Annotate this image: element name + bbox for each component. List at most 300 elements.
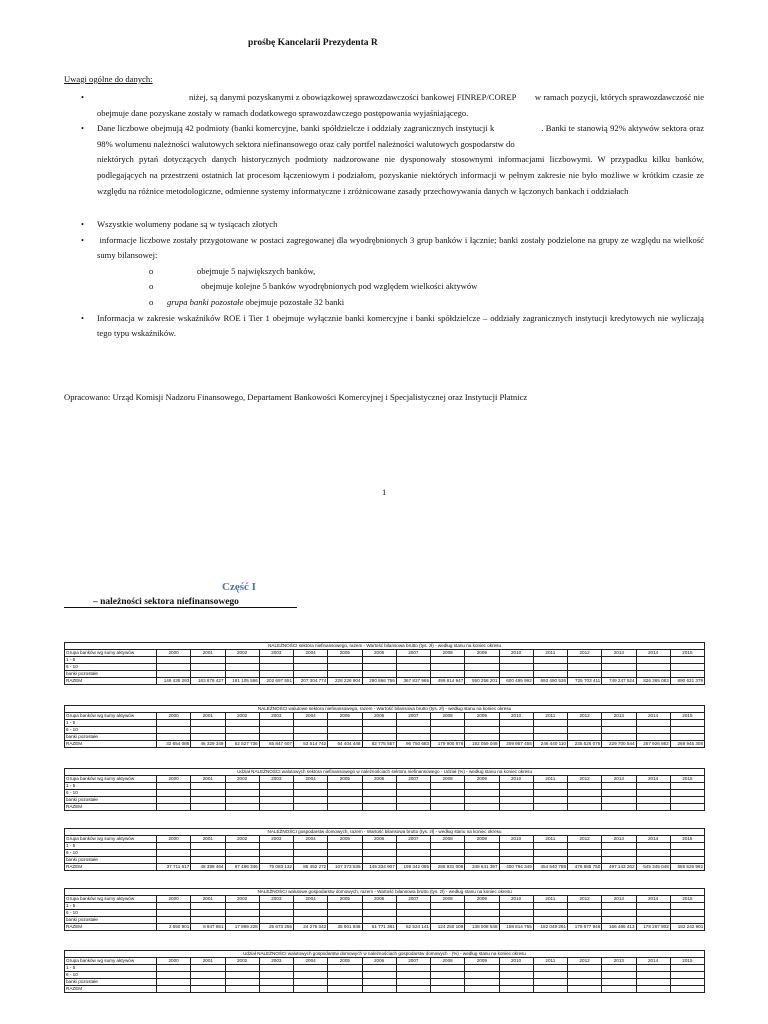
- row-label: 1 - 5: [65, 843, 157, 850]
- table-cell: [362, 903, 396, 910]
- table-cell: [636, 734, 670, 741]
- year-header: 2001: [191, 713, 225, 720]
- table-cell: [499, 657, 533, 664]
- table-cell: [259, 657, 293, 664]
- table-cell: [499, 986, 533, 993]
- table-title: Udział NALEŻNOŚCI walutowych gospodarstw domowych w należnościach gospodarstw domowych - (%) - według stanu na koniec okresu: [65, 951, 705, 958]
- table-cell: [670, 657, 704, 664]
- table-cell: [362, 664, 396, 671]
- data-table: [64, 705, 705, 748]
- table-cell: [465, 903, 499, 910]
- row-label: banki pozostałe: [65, 671, 157, 678]
- table-cell: [259, 783, 293, 790]
- table-cell: 228 226 904: [328, 678, 362, 685]
- table-cell: [328, 903, 362, 910]
- table-cell: [362, 797, 396, 804]
- table-cell: [362, 671, 396, 678]
- table-cell: 202 697 551: [259, 678, 293, 685]
- row-label: 6 - 10: [65, 790, 157, 797]
- table-cell: [191, 903, 225, 910]
- table-cell: 2 650 901: [157, 924, 191, 931]
- table-cell: [670, 671, 704, 678]
- table-cell: [568, 843, 602, 850]
- year-header: 2000: [157, 836, 191, 843]
- table-cell: [533, 986, 567, 993]
- table-cell: [328, 857, 362, 864]
- row-label: RAZEM: [65, 864, 157, 871]
- table-cell: 400 794 349: [499, 864, 533, 871]
- table-cell: [602, 857, 636, 864]
- table-row: [65, 986, 705, 993]
- year-header: 2003: [259, 776, 293, 783]
- table-cell: [533, 727, 567, 734]
- table-row: [65, 924, 705, 931]
- sub-item: o obejmuje 5 największych banków,: [149, 265, 316, 276]
- year-header: 2001: [191, 896, 225, 903]
- table-cell: [225, 917, 259, 924]
- table-cell: 454 540 788: [533, 864, 567, 871]
- table-cell: [328, 804, 362, 811]
- table-cell: [533, 671, 567, 678]
- table-cell: [602, 783, 636, 790]
- year-header: 2012: [568, 958, 602, 965]
- table-cell: [670, 727, 704, 734]
- row-label: banki pozostałe: [65, 857, 157, 864]
- table-cell: [602, 917, 636, 924]
- table-cell: [568, 734, 602, 741]
- table-row: [65, 720, 705, 727]
- table-row: [65, 864, 705, 871]
- table-cell: [568, 671, 602, 678]
- table-cell: [533, 843, 567, 850]
- table-cell: [533, 903, 567, 910]
- table-row: [65, 972, 705, 979]
- table-cell: [328, 843, 362, 850]
- table-cell: [328, 965, 362, 972]
- table-cell: [670, 797, 704, 804]
- row-label: RAZEM: [65, 678, 157, 685]
- table-row: [65, 671, 705, 678]
- table-title: NALEŻNOŚCI walutowe sektora niefinansowego, razem - Wartość bilansowa brutto (tys. zł) - według stanu na koniec okresu: [65, 706, 705, 713]
- table-cell: 176 677 946: [568, 924, 602, 931]
- table-cell: [431, 657, 465, 664]
- table-row: [65, 804, 705, 811]
- row-label: 1 - 5: [65, 783, 157, 790]
- table-cell: [225, 979, 259, 986]
- table-cell: 65 847 607: [259, 741, 293, 748]
- table-cell: [191, 917, 225, 924]
- table-cell: 207 304 774: [294, 678, 328, 685]
- table-cell: [568, 657, 602, 664]
- year-header: 2015: [670, 650, 704, 657]
- table-cell: 182 049 261: [533, 924, 567, 931]
- table-cell: [225, 783, 259, 790]
- table-cell: [533, 979, 567, 986]
- year-header: 2000: [157, 896, 191, 903]
- table-cell: [362, 986, 396, 993]
- table-cell: [533, 797, 567, 804]
- sub-list: [97, 264, 704, 311]
- table-cell: 182 242 901: [670, 924, 705, 931]
- table-cell: [157, 720, 191, 727]
- table-cell: [259, 903, 293, 910]
- year-header: 2002: [225, 958, 259, 965]
- table-cell: [328, 783, 362, 790]
- year-header: 2002: [225, 713, 259, 720]
- year-header: 2001: [191, 836, 225, 843]
- table-row: [65, 664, 705, 671]
- table-cell: 8 947 851: [191, 924, 225, 931]
- table-cell: [157, 671, 191, 678]
- table-cell: [533, 790, 567, 797]
- table-cell: [157, 979, 191, 986]
- table-row: [65, 741, 705, 748]
- table-cell: 600 495 992: [499, 678, 533, 685]
- table-cell: [362, 790, 396, 797]
- note-item: • Dane liczbowe obejmują 42 podmioty (banki komercyjne, banki spółdzielcze i oddziały zagranicznych instytucji k . Banki te stanowią 92% aktywów sektora oraz 98% wolumenu należności walutowych sektora niefinansowego oraz cały portfel należności walutowych gospodarstw do niektórych pytań dotyczących danych historycznych podmioty nadzorowane nie dysponowały stosownymi informacjami liczbowymi. W przypadku kilku banków, podlegających na przestrzeni ostatnich lat procesom łączeniowym i podziałom, pozyskanie niektórych informacji w pełnym zakresie nie było możliwe w krótkim czasie ze względu na różnice metodologiczne, odmienne systemy informatyczne i zróżnicowane zasady przechowywania danych w łączonych bankach i oddziałach: [81, 123, 705, 196]
- table-cell: [225, 797, 259, 804]
- year-header: 2007: [396, 958, 430, 965]
- table-cell: [259, 804, 293, 811]
- table-cell: [533, 783, 567, 790]
- table-cell: [602, 797, 636, 804]
- table-cell: [259, 857, 293, 864]
- year-header: 2004: [294, 776, 328, 783]
- year-header: 2005: [328, 776, 362, 783]
- year-header: 2011: [533, 896, 567, 903]
- year-header: 2011: [533, 958, 567, 965]
- table-cell: [191, 790, 225, 797]
- table-cell: [602, 972, 636, 979]
- table-cell: 725 703 411: [568, 678, 602, 685]
- table-cell: [568, 720, 602, 727]
- table-row: [65, 657, 705, 664]
- data-table: [64, 950, 705, 993]
- year-header: 2008: [431, 713, 465, 720]
- table-cell: [431, 804, 465, 811]
- year-header: 2004: [294, 896, 328, 903]
- table-cell: [157, 917, 191, 924]
- table-row: [65, 979, 705, 986]
- table-cell: [191, 986, 225, 993]
- row-label: 1 - 5: [65, 657, 157, 664]
- table-cell: [259, 671, 293, 678]
- table-cell: [362, 843, 396, 850]
- row-label: banki pozostałe: [65, 734, 157, 741]
- table-cell: [294, 850, 328, 857]
- table-cell: [568, 986, 602, 993]
- table-cell: [191, 857, 225, 864]
- table-cell: 229 700 544: [602, 741, 636, 748]
- table-cell: 107 373 535: [328, 864, 362, 871]
- year-header: 2005: [328, 650, 362, 657]
- year-header: 2003: [259, 896, 293, 903]
- table-cell: [396, 843, 430, 850]
- table-cell: 545 345 048: [636, 864, 670, 871]
- table-cell: [465, 790, 499, 797]
- year-header: 2012: [568, 650, 602, 657]
- table-cell: [396, 857, 430, 864]
- table-cell: [533, 720, 567, 727]
- table-cell: [294, 734, 328, 741]
- table-cell: [396, 972, 430, 979]
- table-cell: [636, 850, 670, 857]
- note-item: • Informacja w zakresie wskaźników ROE i Tier 1 obejmuje wyłącznie banki komercyjne i banki spółdzielcze – oddziały zagranicznych instytucji kredytowych nie wyliczają tego typu wskaźników.: [81, 312, 704, 339]
- table-cell: [499, 965, 533, 972]
- table-cell: 62 524 141: [396, 924, 430, 931]
- table-cell: [157, 797, 191, 804]
- year-header: 2009: [465, 836, 499, 843]
- table-cell: [225, 720, 259, 727]
- table-cell: [670, 720, 704, 727]
- table-cell: [431, 857, 465, 864]
- table-cell: 166 486 413: [602, 924, 636, 931]
- row-header: Grupa banków wg sumy aktywów: [65, 713, 157, 720]
- table-cell: [636, 903, 670, 910]
- row-header: Grupa banków wg sumy aktywów: [65, 896, 157, 903]
- table-cell: [294, 917, 328, 924]
- table-cell: [362, 917, 396, 924]
- table-cell: [499, 804, 533, 811]
- table-cell: [568, 797, 602, 804]
- table-cell: [499, 903, 533, 910]
- table-cell: [431, 979, 465, 986]
- year-header: 2004: [294, 713, 328, 720]
- table-cell: [670, 986, 704, 993]
- year-header: 2002: [225, 836, 259, 843]
- table-row: [65, 734, 705, 741]
- table-cell: [328, 657, 362, 664]
- row-label: banki pozostałe: [65, 797, 157, 804]
- table-cell: [431, 986, 465, 993]
- table-cell: [670, 857, 704, 864]
- table-cell: [294, 797, 328, 804]
- table-cell: [396, 917, 430, 924]
- table-cell: [259, 843, 293, 850]
- table-cell: [499, 917, 533, 924]
- table-cell: [431, 720, 465, 727]
- year-header: 2008: [431, 836, 465, 843]
- row-label: 6 - 10: [65, 910, 157, 917]
- table-cell: [294, 857, 328, 864]
- year-header: 2012: [568, 776, 602, 783]
- note-item: • niżej, są danymi pozyskanymi z obowiązkowej sprawozdawczości bankowej FINREP/COREP w ramach pozycji, których sprawozdawczość nie obejmuje dane pozyskane zostały w ramach dodatkowego sprawozdawczego postępowania wyjaśniającego.: [81, 92, 705, 118]
- table-cell: [191, 657, 225, 664]
- table-cell: [533, 657, 567, 664]
- table-row: [65, 857, 705, 864]
- table-cell: [670, 664, 704, 671]
- table-cell: [670, 843, 704, 850]
- year-header: 2010: [499, 776, 533, 783]
- table-cell: 124 250 109: [431, 924, 465, 931]
- table-cell: [191, 734, 225, 741]
- year-header: 2000: [157, 650, 191, 657]
- table-cell: [670, 917, 705, 924]
- table-cell: [362, 720, 396, 727]
- table-cell: [225, 727, 259, 734]
- table-cell: 46 329 349: [191, 741, 225, 748]
- table-cell: [636, 783, 670, 790]
- table-cell: [602, 671, 636, 678]
- table-cell: [294, 671, 328, 678]
- year-header: 2006: [362, 958, 396, 965]
- table-cell: [499, 850, 533, 857]
- table-cell: [157, 790, 191, 797]
- row-header: Grupa banków wg sumy aktywów: [65, 650, 157, 657]
- year-header: 2014: [636, 958, 670, 965]
- bullet-icon: •: [81, 312, 85, 323]
- row-label: 6 - 10: [65, 972, 157, 979]
- year-header: 2013: [602, 896, 636, 903]
- year-header: 2005: [328, 896, 362, 903]
- table-cell: [259, 979, 293, 986]
- data-table: [64, 642, 705, 685]
- table-cell: [328, 720, 362, 727]
- table-cell: [294, 979, 328, 986]
- year-header: 2004: [294, 650, 328, 657]
- table-cell: 145 334 907: [362, 864, 396, 871]
- table-cell: 146 435 293: [157, 678, 191, 685]
- table-cell: [636, 720, 670, 727]
- table-cell: [636, 671, 670, 678]
- table-cell: [636, 664, 670, 671]
- table-cell: [431, 671, 465, 678]
- year-header: 2000: [157, 958, 191, 965]
- table-cell: [225, 734, 259, 741]
- table-cell: [259, 797, 293, 804]
- year-header: 2012: [568, 713, 602, 720]
- table-cell: [225, 910, 259, 917]
- table-cell: 32 654 086: [157, 741, 191, 748]
- table-cell: [294, 986, 328, 993]
- table-cell: [225, 857, 259, 864]
- year-header: 2015: [670, 836, 704, 843]
- year-header: 2000: [157, 776, 191, 783]
- table-cell: 48 398 464: [191, 864, 225, 871]
- table-cell: [362, 979, 396, 986]
- table-cell: [157, 986, 191, 993]
- table-cell: [328, 917, 362, 924]
- year-header: 2001: [191, 650, 225, 657]
- table-cell: [602, 979, 636, 986]
- year-header: 2007: [396, 713, 430, 720]
- table-cell: [294, 804, 328, 811]
- table-cell: [294, 965, 328, 972]
- row-label: RAZEM: [65, 741, 157, 748]
- row-label: RAZEM: [65, 924, 157, 931]
- table-cell: 499 814 947: [431, 678, 465, 685]
- table-cell: [362, 850, 396, 857]
- table-cell: 367 837 965: [396, 678, 430, 685]
- table-cell: [259, 790, 293, 797]
- table-cell: 246 440 110: [533, 741, 567, 748]
- year-header: 2009: [465, 713, 499, 720]
- table-cell: [157, 857, 191, 864]
- year-header: 2010: [499, 836, 533, 843]
- table-cell: [396, 986, 430, 993]
- year-header: 2011: [533, 713, 567, 720]
- table-cell: [362, 727, 396, 734]
- table-cell: [499, 797, 533, 804]
- table-cell: [191, 850, 225, 857]
- table-cell: [636, 804, 670, 811]
- year-header: 2009: [465, 958, 499, 965]
- table-cell: [259, 727, 293, 734]
- table-cell: [431, 910, 465, 917]
- table-cell: [636, 972, 670, 979]
- table-cell: [465, 734, 499, 741]
- table-cell: [157, 657, 191, 664]
- table-cell: [568, 917, 602, 924]
- table-cell: [191, 797, 225, 804]
- table-cell: [568, 790, 602, 797]
- table-cell: 826 365 083: [636, 678, 670, 685]
- table-cell: [568, 972, 602, 979]
- table-cell: [670, 804, 704, 811]
- table-cell: [157, 734, 191, 741]
- table-cell: 199 342 085: [396, 864, 430, 871]
- year-header: 2009: [465, 776, 499, 783]
- table-cell: [362, 657, 396, 664]
- year-header: 2015: [670, 958, 704, 965]
- table-cell: 183 876 427: [191, 678, 225, 685]
- table-cell: [157, 664, 191, 671]
- table-cell: [533, 734, 567, 741]
- year-header: 2005: [328, 958, 362, 965]
- table-cell: [602, 790, 636, 797]
- table-cell: [499, 910, 533, 917]
- table-cell: [431, 972, 465, 979]
- table-cell: [225, 664, 259, 671]
- table-cell: [568, 903, 602, 910]
- table-cell: [670, 734, 704, 741]
- year-header: 2012: [568, 836, 602, 843]
- table-cell: [499, 671, 533, 678]
- table-cell: [431, 727, 465, 734]
- table-cell: [259, 965, 293, 972]
- year-header: 2004: [294, 836, 328, 843]
- table-cell: 158 814 755: [499, 924, 533, 931]
- table-title: Udział NALEŻNOŚCI walutowych sektora niefinansowego w należnościach sektora niefinansowego - Udział (%) - według stanu na koniec okresu: [65, 769, 705, 776]
- year-header: 2002: [225, 896, 259, 903]
- table-cell: [328, 910, 362, 917]
- table-cell: [465, 857, 499, 864]
- year-header: 2010: [499, 650, 533, 657]
- table-cell: [431, 664, 465, 671]
- table-cell: [431, 790, 465, 797]
- year-header: 2010: [499, 958, 533, 965]
- table-cell: [362, 857, 396, 864]
- table-cell: [602, 850, 636, 857]
- year-header: 2002: [225, 650, 259, 657]
- table-cell: [191, 720, 225, 727]
- table-cell: [259, 720, 293, 727]
- notes-list: [64, 90, 704, 199]
- year-header: 2006: [362, 713, 396, 720]
- table-cell: [602, 986, 636, 993]
- sub-item: o grupa banki pozostałe obejmuje pozostałe 32 banki: [149, 296, 345, 307]
- table-cell: [396, 797, 430, 804]
- table-cell: [225, 903, 259, 910]
- table-cell: 64 404 448: [328, 741, 362, 748]
- table-cell: [362, 804, 396, 811]
- note-item: • informacje liczbowe zostały przygotowane w postaci zagregowanej dla wyodrębnionych 3 grup banków i łącznie; banki zostały podzielone na grupy ze względu na wielkość sumy bilansowej: o obejmuje 5 największych banków, o obejmuje kolejne 5 banków wyodrębnionych pod względem wielkości aktywów o grupa banki pozostałe obejmuje pozostałe 32 banki: [64, 233, 704, 311]
- table-cell: [499, 664, 533, 671]
- table-cell: [225, 843, 259, 850]
- table-cell: [328, 972, 362, 979]
- year-header: 2006: [362, 776, 396, 783]
- table-cell: [533, 804, 567, 811]
